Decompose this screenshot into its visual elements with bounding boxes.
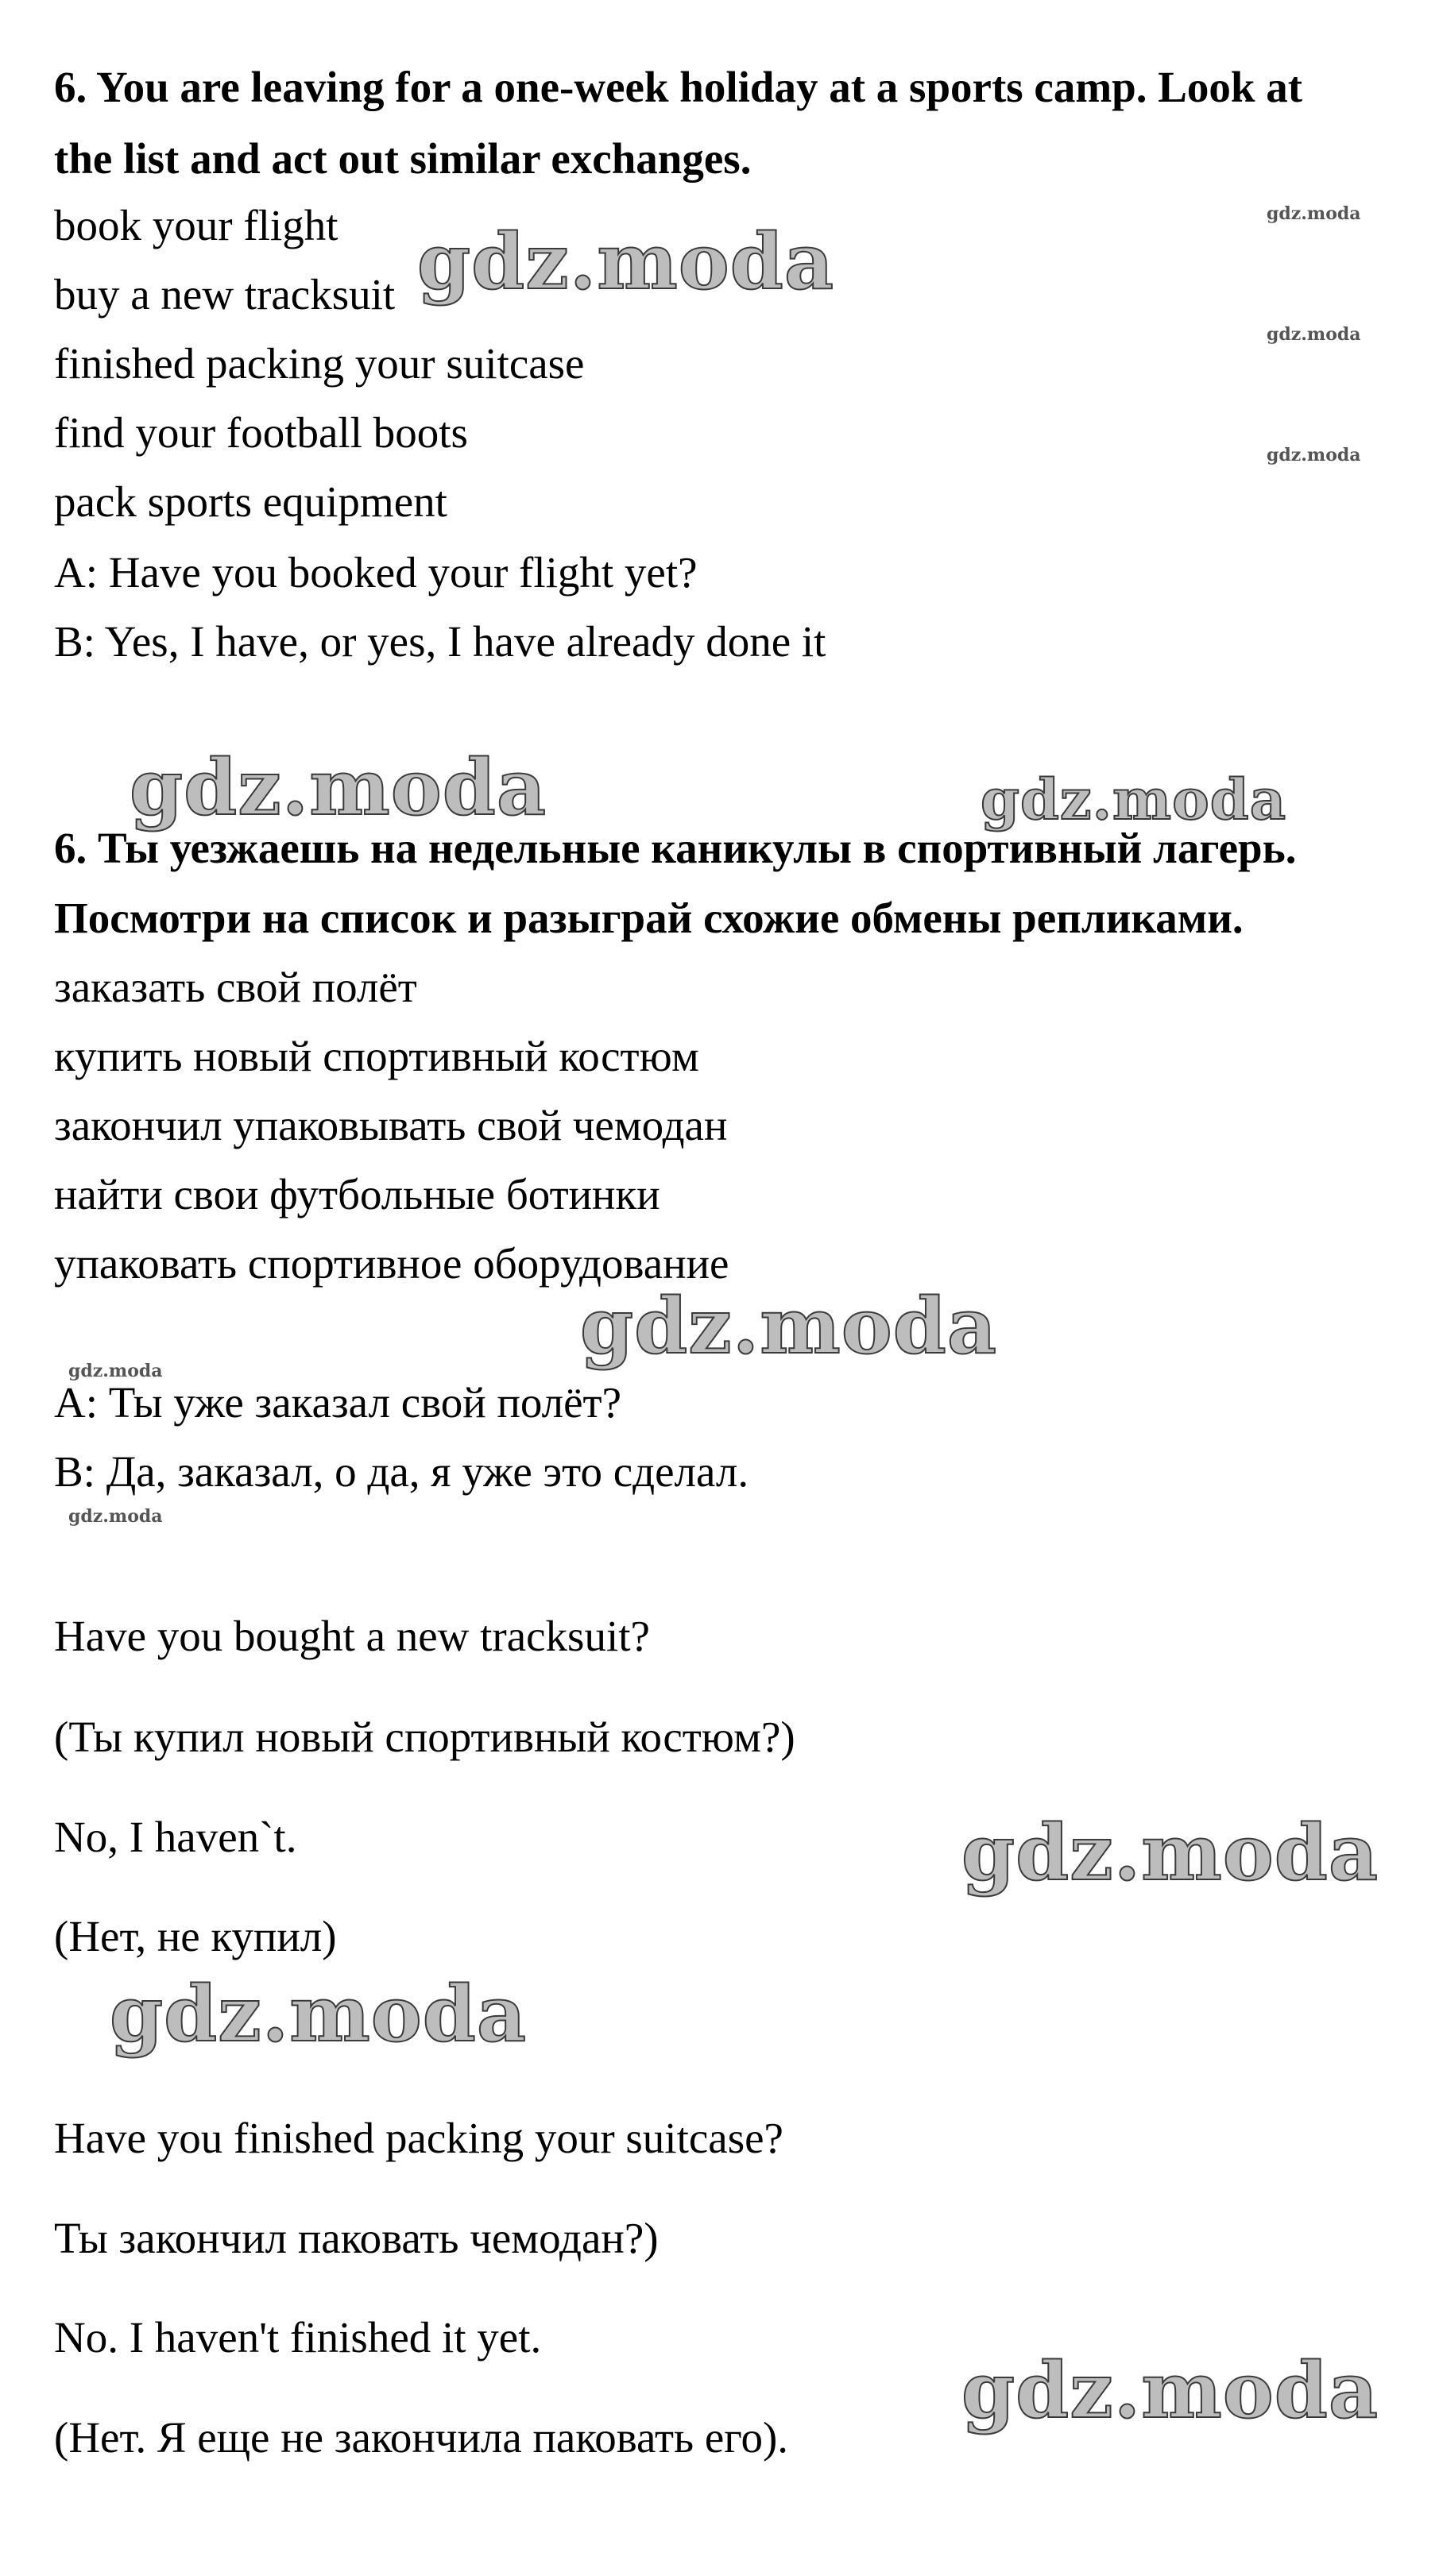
list-item-en-4: find your football boots xyxy=(54,408,468,457)
dialogue-1-answer: No, I haven`t. xyxy=(54,1813,297,1861)
list-item-en-1: book your flight xyxy=(54,201,338,249)
example-line-a-ru: A: Ты уже заказал свой полёт? xyxy=(54,1378,621,1427)
list-item-ru-1: заказать свой полёт xyxy=(54,963,417,1011)
watermark: gdz.moda xyxy=(961,1808,1379,1898)
task-heading-en-line2: the list and act out similar exchanges. xyxy=(54,134,752,183)
dialogue-1-question-translation: (Ты купил новый спортивный костюм?) xyxy=(54,1713,795,1761)
list-item-en-3: finished packing your suitcase xyxy=(54,339,585,388)
watermark-small: gdz.moda xyxy=(1267,324,1361,345)
example-line-b-en: B: Yes, I have, or yes, I have already done it xyxy=(54,617,826,666)
list-item-ru-3: закончил упаковывать свой чемодан xyxy=(54,1101,728,1149)
list-item-en-5: pack sports equipment xyxy=(54,477,447,526)
task-heading-ru-line2: Посмотри на список и разыграй схожие обмены репликами. xyxy=(54,894,1244,942)
watermark: gdz.moda xyxy=(961,2346,1379,2435)
example-line-b-ru: B: Да, заказал, о да, я уже это сделал. xyxy=(54,1447,749,1496)
watermark: gdz.moda xyxy=(417,217,835,307)
watermark: gdz.moda xyxy=(580,1281,998,1371)
watermark-small: gdz.moda xyxy=(1267,203,1361,224)
dialogue-1-question: Have you bought a new tracksuit? xyxy=(54,1612,650,1660)
task-heading-ru-line1: 6. Ты уезжаешь на недельные каникулы в спортивный лагерь. xyxy=(54,824,1297,872)
list-item-ru-4: найти свои футбольные ботинки xyxy=(54,1170,660,1218)
task-heading-en-line1: 6. You are leaving for a one-week holiday at a sports camp. Look at xyxy=(54,63,1303,111)
watermark-small: gdz.moda xyxy=(68,1506,163,1527)
list-item-ru-2: купить новый спортивный костюм xyxy=(54,1032,699,1080)
watermark: gdz.moda xyxy=(130,743,547,832)
list-item-en-2: buy a new tracksuit xyxy=(54,270,396,319)
dialogue-1-answer-translation: (Нет, не купил) xyxy=(54,1912,337,1960)
watermark: gdz.moda xyxy=(981,767,1287,832)
example-line-a-en: A: Have you booked your flight yet? xyxy=(54,548,698,597)
dialogue-2-answer: No. I haven't finished it yet. xyxy=(54,2313,542,2362)
list-item-ru-5: упаковать спортивное оборудование xyxy=(54,1239,729,1288)
dialogue-2-question: Have you finished packing your suitcase? xyxy=(54,2114,783,2162)
watermark-small: gdz.moda xyxy=(1267,445,1361,465)
watermark: gdz.moda xyxy=(110,1969,528,2059)
dialogue-2-question-translation: Ты закончил паковать чемодан?) xyxy=(54,2214,659,2262)
dialogue-2-answer-translation: (Нет. Я еще не закончила паковать его). xyxy=(54,2413,789,2462)
watermark-small: gdz.moda xyxy=(68,1361,163,1381)
